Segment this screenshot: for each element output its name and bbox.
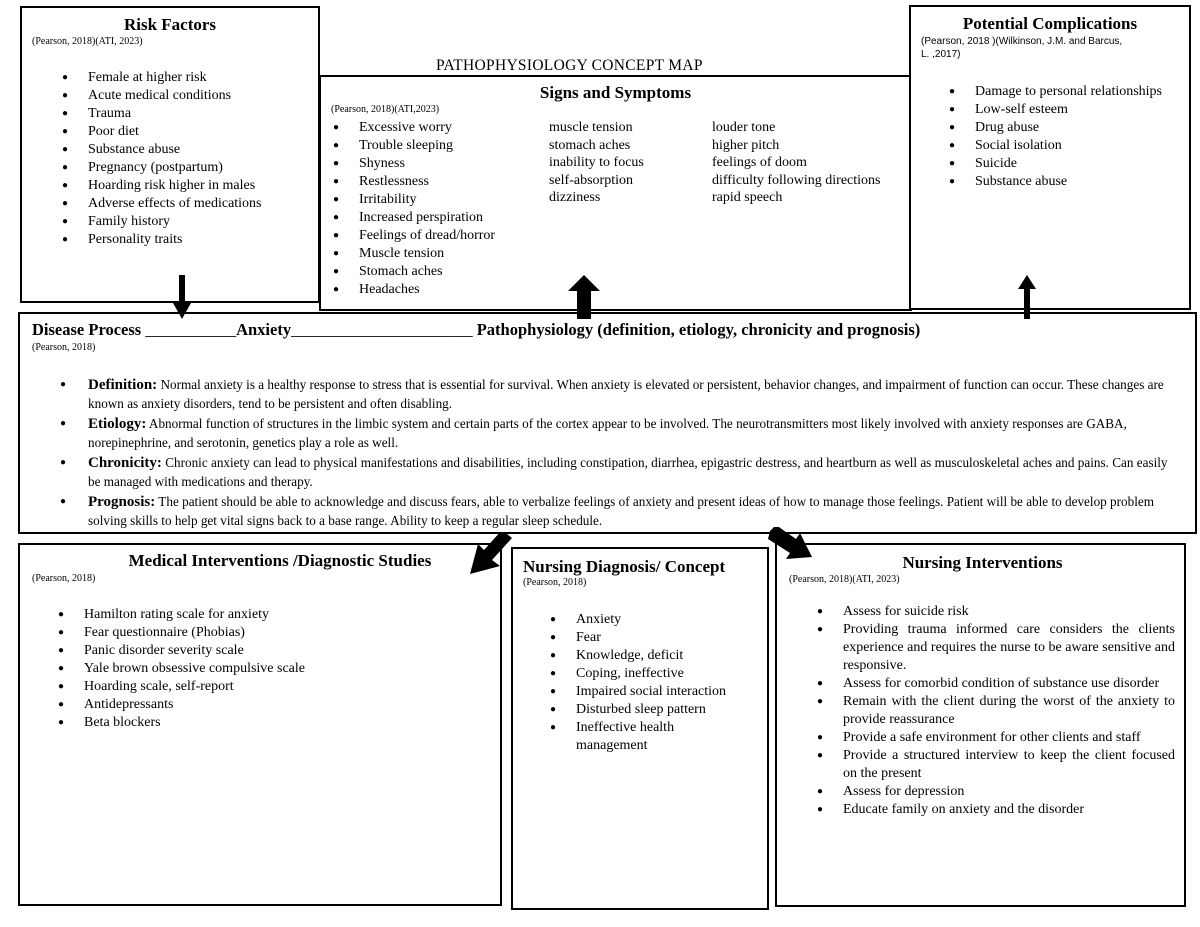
- medical-interventions-citation: (Pearson, 2018): [32, 573, 96, 584]
- prognosis-label: Prognosis:: [88, 494, 156, 510]
- list-item: ● Muscle tension: [331, 245, 495, 263]
- nursing-diagnosis-list: [548, 611, 758, 755]
- list-item: stomach aches: [549, 137, 631, 153]
- list-item: ● Low-self esteem: [947, 101, 1162, 119]
- etiology-text: Abnormal function of structures in the limbic system and certain parts of the cortex appear to be involved. The neurotransmitters most likely involved with anxiety responses are GABA, norepinephrine, and serotonin, genetics play a role as well.: [88, 416, 1127, 450]
- list-item: ● Shyness: [331, 155, 495, 173]
- signs-symptoms-box: [319, 75, 912, 311]
- list-item: ● Substance abuse: [947, 173, 1162, 191]
- medical-interventions-title: Medical Interventions /Diagnostic Studies: [128, 551, 432, 570]
- list-item: ● Yale brown obsessive compulsive scale: [56, 660, 305, 678]
- definition-text: Normal anxiety is a healthy response to stress that is essential for survival. When anxiety is elevated or persistent, behavior changes, and impairment of function can occur. These changes are known as anxiety disorders, tend to be persistent and often disabling.: [88, 377, 1164, 411]
- list-item: ● Excessive worry: [331, 119, 495, 137]
- risk-factors-list: [60, 69, 262, 249]
- chronicity-text: Chronic anxiety can lead to physical manifestations and disabilities, including constipation, diarrhea, epigastric destress, and heartburn as well as musculoskeletal aches and pains. Can easily be managed with medications and therapy.: [88, 455, 1168, 489]
- list-item: ● Hamilton rating scale for anxiety: [56, 606, 305, 624]
- list-item: ● Fear: [548, 629, 758, 647]
- etiology-label: Etiology:: [88, 416, 147, 432]
- list-item: self-absorption: [549, 172, 633, 188]
- nursing-interventions-citation: (Pearson, 2018)(ATI, 2023): [789, 574, 900, 585]
- chronicity-label: Chronicity:: [88, 455, 162, 471]
- list-item: ● Provide a safe environment for other clients and staff: [815, 729, 1175, 747]
- list-item: ● Ineffective health management: [548, 719, 696, 755]
- nursing-interventions-title: Nursing Interventions: [902, 553, 1063, 572]
- list-item: ● Social isolation: [947, 137, 1162, 155]
- chronicity-item: [20, 454, 1180, 491]
- signs-symptoms-title: Signs and Symptoms: [539, 83, 692, 102]
- medical-interventions-box: [18, 543, 502, 906]
- prognosis-text: The patient should be able to acknowledge and discuss fears, able to verbalize feelings of anxiety and present ideas of how to manage those feelings. Patient will be able to develop problem solving skills to help get vital signs back to a base range. Ability to keep a regular sleep schedule.: [88, 494, 1155, 528]
- list-item: ● Poor diet: [60, 123, 262, 141]
- list-item: ● Pregnancy (postpartum): [60, 159, 262, 177]
- list-item: ● Stomach aches: [331, 263, 495, 281]
- list-item: ● Panic disorder severity scale: [56, 642, 305, 660]
- list-item: ● Knowledge, deficit: [548, 647, 758, 665]
- list-item: ● Assess for comorbid condition of substance use disorder: [815, 675, 1175, 693]
- nursing-diagnosis-box: [511, 547, 769, 910]
- list-item: ● Educate family on anxiety and the disorder: [815, 801, 1175, 819]
- complications-box: [909, 5, 1191, 310]
- list-item: inability to focus: [549, 155, 644, 171]
- disease-process-header: [32, 320, 920, 340]
- list-item: ● Impaired social interaction: [548, 683, 758, 701]
- list-item: ● Disturbed sleep pattern: [548, 701, 758, 719]
- disease-name: Anxiety: [236, 320, 292, 339]
- etiology-item: [20, 415, 1180, 452]
- list-item: ● Fear questionnaire (Phobias): [56, 624, 305, 642]
- disease-process-list: [20, 376, 1180, 532]
- list-item: ● Hoarding risk higher in males: [60, 177, 262, 195]
- list-item: dizziness: [549, 190, 601, 206]
- list-item: ● Substance abuse: [60, 141, 262, 159]
- arrow-down-right-icon: [766, 527, 814, 567]
- list-item: ● Assess for depression: [815, 783, 1175, 801]
- signs-symptoms-citation: (Pearson, 2018)(ATI,2023): [331, 104, 440, 115]
- definition-item: [20, 376, 1180, 413]
- risk-factors-title: Risk Factors: [123, 15, 217, 34]
- complications-list: [947, 83, 1162, 191]
- disease-process-label: Disease Process: [32, 320, 142, 339]
- list-item: ● Drug abuse: [947, 119, 1162, 137]
- list-item: ● Trauma: [60, 105, 262, 123]
- risk-factors-box: [20, 6, 320, 303]
- list-item: ● Beta blockers: [56, 714, 305, 732]
- list-item: ● Providing trauma informed care considers the clients experience and requires the nurse to be aware sensitive and responsive.: [815, 621, 1175, 675]
- signs-symptoms-col2: [549, 119, 644, 207]
- nursing-interventions-list: [815, 603, 1175, 819]
- list-item: difficulty following directions: [712, 172, 881, 188]
- list-item: ● Damage to personal relationships: [947, 83, 1162, 101]
- list-item: ● Assess for suicide risk: [815, 603, 1175, 621]
- disease-process-box: [18, 312, 1197, 534]
- list-item: ● Female at higher risk: [60, 69, 262, 87]
- list-item: ● Hoarding scale, self-report: [56, 678, 305, 696]
- list-item: ● Family history: [60, 213, 262, 231]
- list-item: ● Acute medical conditions: [60, 87, 262, 105]
- arrow-up-icon: [1017, 275, 1037, 319]
- complications-citation-line2: L. ,2017): [921, 49, 961, 60]
- list-item: ● Increased perspiration: [331, 209, 495, 227]
- list-item: ● Restlessness: [331, 173, 495, 191]
- signs-symptoms-col3: [712, 119, 881, 207]
- definition-label: Definition:: [88, 377, 158, 393]
- blank-line: ___________: [145, 320, 237, 339]
- list-item: ● Irritability: [331, 191, 495, 209]
- list-item: louder tone: [712, 120, 776, 135]
- arrow-up-icon: [566, 275, 602, 319]
- list-item: ● Remain with the client during the worst of the anxiety to provide reassurance: [815, 693, 1175, 729]
- map-title: PATHOPHYSIOLOGY CONCEPT MAP: [436, 57, 703, 74]
- complications-title: Potential Complications: [962, 14, 1138, 33]
- list-item: muscle tension: [549, 120, 633, 135]
- list-item: ● Trouble sleeping: [331, 137, 495, 155]
- list-item: ● Anxiety: [548, 611, 758, 629]
- arrow-down-left-icon: [466, 532, 516, 578]
- list-item: ● Provide a structured interview to keep the client focused on the present: [815, 747, 1175, 783]
- list-item: ● Personality traits: [60, 231, 262, 249]
- complications-citation-line1: (Pearson, 2018 )(Wilkinson, J.M. and Barcus,: [921, 36, 1123, 47]
- list-item: ● Antidepressants: [56, 696, 305, 714]
- blank-line: ______________________: [291, 320, 473, 339]
- nursing-diagnosis-citation: (Pearson, 2018): [523, 577, 587, 588]
- list-item: higher pitch: [712, 137, 780, 153]
- list-item: ● Coping, ineffective: [548, 665, 758, 683]
- signs-symptoms-col1: [331, 119, 495, 299]
- list-item: ● Feelings of dread/horror: [331, 227, 495, 245]
- arrow-down-icon: [172, 275, 192, 321]
- disease-process-citation: (Pearson, 2018): [32, 342, 96, 353]
- pathophysiology-label: Pathophysiology (definition, etiology, chronicity and prognosis): [476, 320, 921, 339]
- list-item: rapid speech: [712, 190, 783, 206]
- list-item: feelings of doom: [712, 155, 807, 171]
- list-item: ● Adverse effects of medications: [60, 195, 262, 213]
- nursing-diagnosis-title: Nursing Diagnosis/ Concept: [523, 557, 726, 576]
- medical-interventions-list: [56, 606, 305, 732]
- risk-factors-citation: (Pearson, 2018)(ATI, 2023): [32, 36, 143, 47]
- nursing-interventions-box: [775, 543, 1186, 907]
- list-item: ● Headaches: [331, 281, 495, 299]
- list-item: ● Suicide: [947, 155, 1162, 173]
- prognosis-item: [20, 493, 1180, 530]
